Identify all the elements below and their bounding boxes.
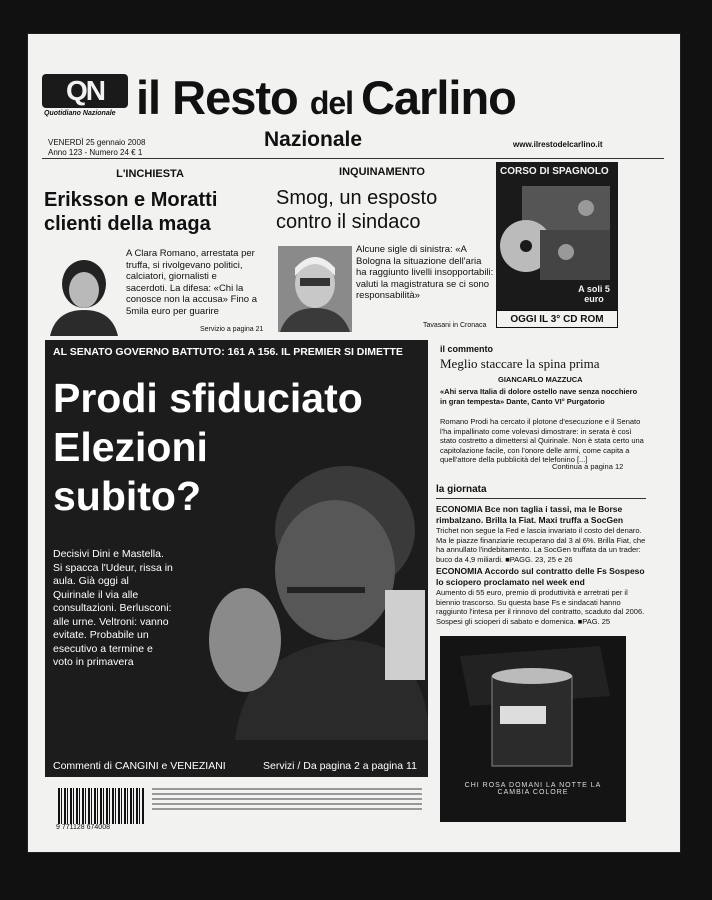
fine-print-line	[152, 793, 422, 795]
masthead-title-part1: il Resto	[136, 71, 310, 124]
prodi-photo	[195, 440, 428, 760]
man-portrait-icon	[278, 246, 352, 332]
barcode	[58, 788, 144, 824]
main-headline-line2: Elezioni	[53, 424, 208, 470]
commento-head: il commento	[440, 344, 494, 354]
main-comments-ref: Commenti di CANGINI e VENEZIANI	[53, 760, 226, 772]
promo-box[interactable]	[496, 162, 618, 328]
commento-author: GIANCARLO MAZZUCA	[498, 375, 583, 384]
main-headline-line3: subito?	[53, 473, 202, 519]
fine-print-line	[152, 808, 422, 810]
inquinamento-body: Alcune sigle di sinistra: «A Bologna la situazione dell'aria ha raggiunto livelli insopportabili: valuti la magistratura se ci sono responsabilità»	[356, 244, 494, 301]
inquinamento-ref: Tavasani in Cronaca	[423, 322, 487, 329]
advertisement[interactable]	[440, 636, 626, 822]
promo-cta: OGGI IL 3° CD ROM	[496, 310, 618, 328]
main-kicker: AL SENATO GOVERNO BATTUTO: 161 A 156. IL PREMIER SI DIMETTE	[53, 346, 403, 358]
qn-logo	[42, 74, 128, 124]
inquinamento-photo	[278, 246, 352, 332]
fine-print-line	[152, 803, 422, 805]
date-line: VENERDÌ 25 gennaio 2008	[48, 138, 146, 147]
inchiesta-body: A Clara Romano, arrestata per truffa, si rivolgevano politici, calciatori, giornalisti e sacerdoti. La difesa: «Chi la conosce non la accusa» Fino a 5mila euro per guarire	[126, 248, 257, 317]
newspaper-page	[28, 34, 680, 852]
promo-title: CORSO DI SPAGNOLO	[500, 166, 609, 177]
giornata-item1-title: ECONOMIA Bce non taglia i tassi, ma le Borse rimbalzano. Brilla la Fiat. Maxi truffa a SocGen	[436, 504, 624, 525]
inchiesta-kicker: L'INCHIESTA	[116, 168, 184, 180]
qn-logo-mark: QN	[42, 74, 128, 108]
section-divider	[45, 336, 421, 337]
main-body: Decisivi Dini e Mastella. Si spacca l'Udeur, rissa in aula. Già oggi al Quirinale il via alle consultazioni. Berlusconi: alle urne. Veltroni: vanno evitate. Probabile un esecutivo a termine e voto in primavera	[53, 548, 173, 668]
cd-cover-icon	[500, 184, 614, 284]
giornata-rule	[436, 498, 646, 499]
ad-text: CHI ROSA DOMANI LA NOTTE LA CAMBIA COLORE	[464, 782, 602, 796]
woman-portrait-icon	[46, 246, 122, 336]
fine-print	[152, 786, 422, 813]
masthead-title	[136, 70, 516, 131]
date-block	[48, 138, 145, 158]
issue-line: Anno 123 - Numero 24 € 1	[48, 148, 143, 157]
giornata-item2-body: Aumento di 55 euro, premio di produttività e arretrati per il biennio trascorso. Su questa base Fs e sindacati hanno raggiunto l'intesa per il rinnovo del contratto, scaduto dal 2006. Sospesi gli scioperi di sabato e domenica. ■PAG. 25	[436, 588, 645, 626]
inquinamento-headline: Smog, un esposto contro il sindaco	[276, 187, 438, 233]
website-url: www.ilrestodelcarlino.it	[513, 140, 603, 149]
promo-price: A soli 5 euro	[578, 284, 610, 304]
masthead-title-part2: del	[309, 85, 361, 121]
fine-print-line	[152, 788, 422, 790]
qn-logo-subtitle: Quotidiano Nazionale	[44, 110, 116, 117]
commento-ref: Continua a pagina 12	[552, 462, 624, 471]
fine-print-line	[152, 798, 422, 800]
commento-quote: «Ahi serva Italia di dolore ostello nave senza nocchiero in gran tempesta» Dante, Canto VI° Purgatorio	[440, 387, 638, 406]
inchiesta-photo	[46, 246, 122, 336]
giornata-item1-body: Trichet non segue la Fed e lascia invariato il costo del denaro. Ma le piazze finanziarie recuperano dal 3 al 6%. Brilla Fiat, che ha annullato l'indebitamento. La SocGen truffata da un trader: buco da 4,9 miliardi. ■PAGG. 23, 25 e 26	[436, 526, 646, 564]
commento-body: Romano Prodi ha cercato il plotone d'esecuzione e il Senato l'ha impallinato come volevasi dimostrare: in serata è così stato costretto a dimettersi al Quirinale. Non è stata certo una capitolazione facile, con l'onore delle armi, come capita a quell'attore della pubblicità del telefonino [...]	[440, 417, 644, 464]
masthead-title-part3: Carlino	[360, 71, 516, 124]
giornata-item2-title: ECONOMIA Accordo sul contratto delle Fs Sospeso lo sciopero proclamato nel week end	[436, 566, 645, 587]
giornata-head: la giornata	[436, 484, 487, 495]
inquinamento-kicker: INQUINAMENTO	[339, 166, 425, 178]
main-headline-line1: Prodi sfiduciato	[53, 375, 363, 421]
inchiesta-ref: Servizio a pagina 21	[200, 326, 264, 333]
main-services-ref: Servizi / Da pagina 2 a pagina 11	[263, 760, 417, 772]
main-story[interactable]	[45, 340, 428, 777]
commento-title: Meglio staccare la spina prima	[440, 356, 600, 371]
inchiesta-headline: Eriksson e Moratti clienti della maga	[44, 189, 218, 235]
edition-name: Nazionale	[264, 128, 363, 151]
barcode-number: 9 771128 674008	[56, 824, 110, 831]
masthead-rule	[42, 158, 664, 159]
